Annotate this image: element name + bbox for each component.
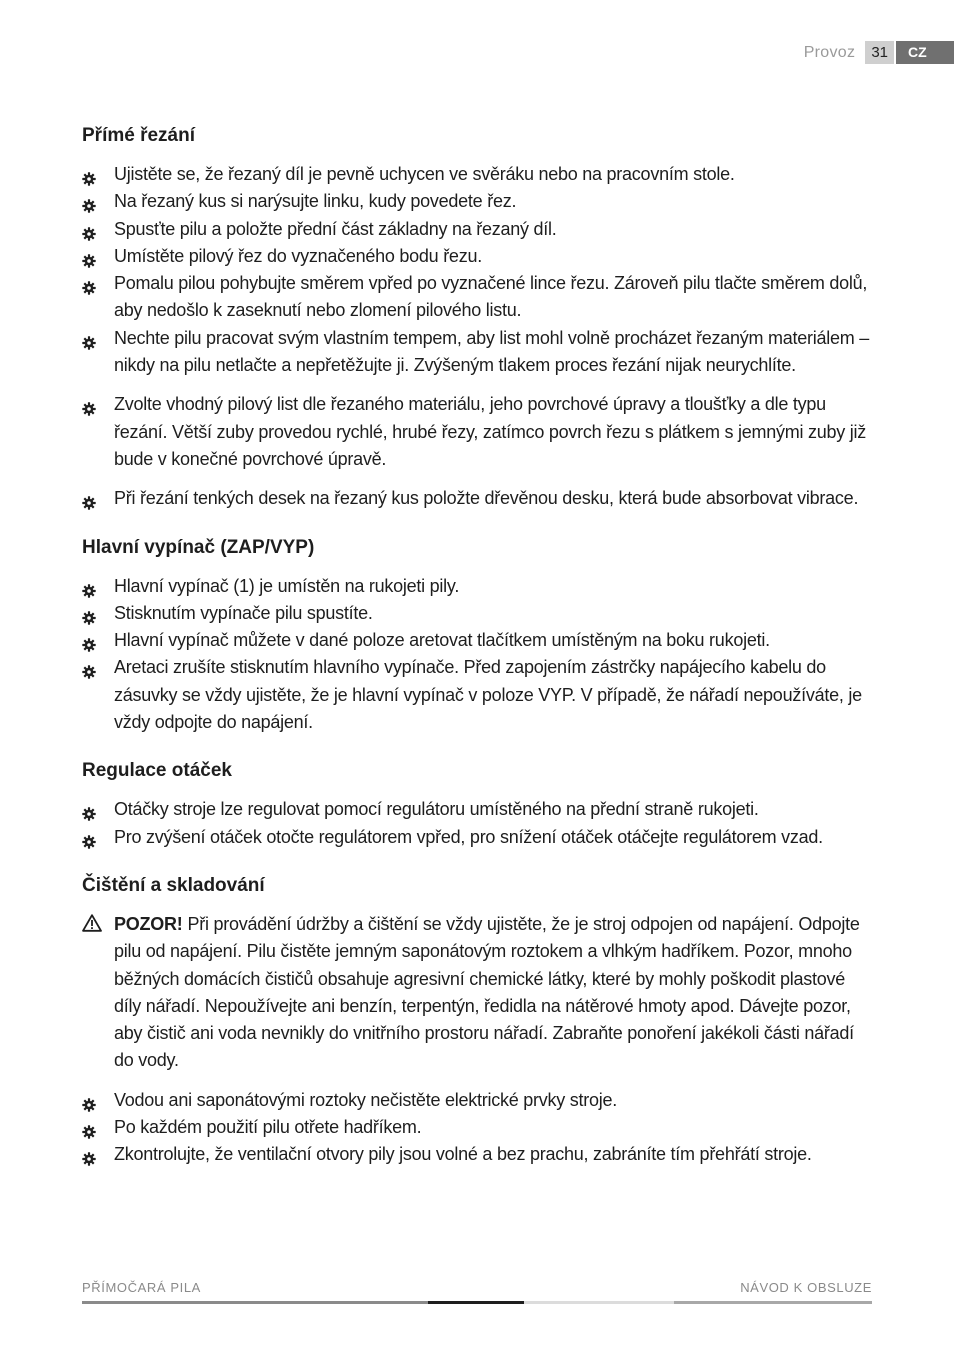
- list-item-text: Vodou ani saponátovými roztoky nečistěte elektrické prvky stroje.: [114, 1089, 617, 1110]
- list-item-text: Zkontrolujte, že ventilační otvory pily jsou volné a bez prachu, zabráníte tím přehřátí stroje.: [114, 1144, 812, 1165]
- section-main-switch: [82, 535, 874, 737]
- bullet-list: [82, 796, 874, 851]
- bullet-list: [82, 1087, 874, 1169]
- header-section-title: Provoz: [803, 43, 856, 61]
- list-item-text: Po každém použití pilu otřete hadříkem.: [114, 1117, 422, 1138]
- gear-bullet-icon: [82, 660, 96, 674]
- section-title: Regulace otáček: [82, 760, 232, 782]
- section-title: Čištění a skladování: [82, 874, 265, 896]
- list-item: [82, 243, 874, 270]
- list-item-text: Otáčky stroje lze regulovat pomocí regulátoru umístěného na přední straně rukojeti.: [114, 799, 759, 820]
- warning-triangle-icon: [82, 914, 102, 932]
- list-item: [82, 627, 874, 654]
- footer-product-name: PŘÍMOČARÁ PILA: [82, 1280, 201, 1295]
- gear-bullet-icon: [82, 606, 96, 620]
- warning-block: [82, 911, 874, 1075]
- footer-rule: [428, 1301, 524, 1304]
- section-direct-cutting: [82, 123, 874, 513]
- gear-bullet-icon: [82, 491, 96, 505]
- list-item-text: Při řezání tenkých desek na řezaný kus položte dřevěnou desku, která bude absorbovat vibrace.: [114, 488, 859, 509]
- list-item: [82, 485, 874, 512]
- list-item-text: Umístěte pilový řez do vyznačeného bodu řezu.: [114, 245, 482, 266]
- section-title: Přímé řezání: [82, 125, 195, 146]
- list-item: [82, 216, 874, 243]
- footer-manual-title: NÁVOD K OBSLUZE: [740, 1280, 872, 1295]
- list-item: [82, 325, 874, 380]
- warning-text: Při provádění údržby a čištění se vždy ujistěte, že je stroj odpojen od napájení. Odpojte pilu od napájení. Pilu čistěte jemným saponátovým roztokem a vlhkým hadříkem. Pozor, mnoho běžných domácích čističů obsahuje agresivní chemické látky, které by mohly poškodit plastové díly nářadí. Nepoužívejte ani benzín, terpentýn, ředidla na nátěrové hmoty apod. Dávejte pozor, aby čistič ani voda nevnikly do vnitřního prostoru nářadí. Zabraňte ponoření jakékoli části nářadí do vody.: [114, 913, 860, 1071]
- bullet-list: [82, 573, 874, 737]
- section-speed-regulation: [82, 758, 874, 851]
- gear-bullet-icon: [82, 331, 96, 345]
- list-item: [82, 1141, 874, 1168]
- list-item-text: Pro zvýšení otáček otočte regulátorem vpřed, pro snížení otáček otáčejte regulátorem vzad.: [114, 826, 823, 847]
- footer-rule: [82, 1301, 428, 1304]
- list-item: [82, 600, 874, 627]
- list-item-text: Ujistěte se, že řezaný díl je pevně uchycen ve svěráku nebo na pracovním stole.: [114, 164, 735, 184]
- page-header: [804, 41, 954, 64]
- list-item: [82, 654, 874, 736]
- gear-bullet-icon: [82, 397, 96, 411]
- gear-bullet-icon: [82, 802, 96, 816]
- list-item-text: Pomalu pilou pohybujte směrem vpřed po vyznačené lince řezu. Zároveň pilu tlačte směrem dolů, aby nedošlo k zaseknutí nebo zlomení pilového listu.: [114, 273, 868, 321]
- list-item-text: Aretaci zrušíte stisknutím hlavního vypínače. Před zapojením zástrčky napájecího kabelu do zásuvky se vždy ujistěte, že je hlavní vypínač v poloze VYP. V případě, že nářadí nepoužíváte, je vždy odpojte do napájení.: [114, 657, 862, 733]
- list-item-text: Spusťte pilu a položte přední část základny na řezaný díl.: [114, 218, 557, 239]
- section-title: Hlavní vypínač (ZAP/VYP): [82, 536, 315, 558]
- language-tag: CZ: [896, 41, 954, 64]
- gear-bullet-icon: [82, 276, 96, 290]
- list-item-text: Hlavní vypínač (1) je umístěn na rukojeti pily.: [114, 575, 460, 596]
- list-item: [82, 1114, 874, 1141]
- gear-bullet-icon: [82, 579, 96, 593]
- gear-bullet-icon: [82, 830, 96, 844]
- bullet-list: [82, 161, 874, 513]
- list-item: [82, 824, 874, 851]
- gear-bullet-icon: [82, 249, 96, 263]
- page-number: 31: [865, 41, 894, 64]
- footer-rule: [524, 1301, 674, 1304]
- list-item-text: Na řezaný kus si narýsujte linku, kudy povedete řez.: [114, 191, 517, 212]
- list-item-text: Zvolte vhodný pilový list dle řezaného materiálu, jeho povrchové úpravy a tloušťky a dle typu řezání. Větší zuby provedou rychlé, hrubé řezy, zatímco povrch řezu s plátkem s jemnými zuby již bude v konečné povrchové úpravě.: [114, 394, 866, 469]
- warning-label: POZOR!: [114, 913, 183, 934]
- page-content: [82, 123, 874, 1191]
- list-item: [82, 161, 874, 188]
- list-item-text: Stisknutím vypínače pilu spustíte.: [114, 602, 373, 623]
- gear-bullet-icon: [82, 633, 96, 647]
- list-item: [82, 573, 874, 600]
- list-item: [82, 391, 874, 473]
- gear-bullet-icon: [82, 1120, 96, 1134]
- list-item-text: Nechte pilu pracovat svým vlastním tempem, aby list mohl volně procházet řezaným materiálem – nikdy na pilu netlačte a nepřetěžujte ji. Zvýšeným tlakem proces řezání nijak neurychlíte.: [114, 327, 870, 376]
- list-item-text: Hlavní vypínač můžete v dané poloze aretovat tlačítkem umístěným na boku rukojeti.: [114, 630, 770, 651]
- list-item: [82, 188, 874, 215]
- list-item: [82, 796, 874, 823]
- gear-bullet-icon: [82, 1093, 96, 1107]
- section-cleaning-storage: [82, 873, 874, 1169]
- gear-bullet-icon: [82, 222, 96, 236]
- list-item: [82, 270, 874, 325]
- gear-bullet-icon: [82, 167, 96, 181]
- gear-bullet-icon: [82, 194, 96, 208]
- list-item: [82, 1087, 874, 1114]
- footer-rule: [674, 1301, 872, 1304]
- gear-bullet-icon: [82, 1147, 96, 1161]
